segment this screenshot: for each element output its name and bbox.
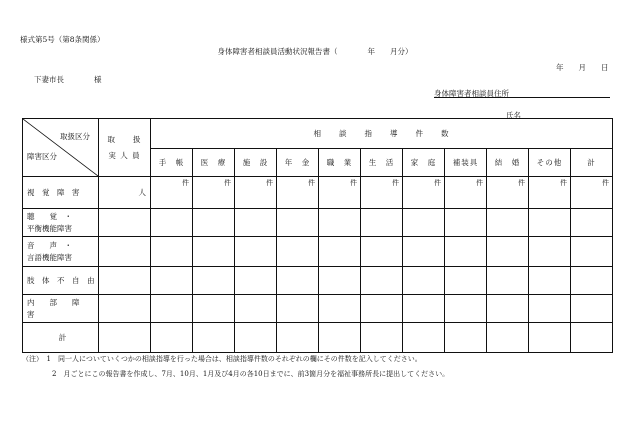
count-cell[interactable] (151, 267, 193, 295)
row-label: 肢 体 不 自 由 (23, 267, 99, 295)
handled-count-header: 取 扱 実 人 員 (99, 119, 151, 177)
column-header: 家 庭 (403, 149, 445, 177)
count-cell[interactable] (319, 295, 361, 323)
count-cell[interactable]: 件 (529, 177, 571, 209)
count-cell[interactable] (445, 295, 487, 323)
count-cell[interactable] (487, 267, 529, 295)
count-cell[interactable] (151, 209, 193, 237)
count-cell[interactable] (319, 267, 361, 295)
count-cell[interactable]: 件 (193, 177, 235, 209)
table-row (23, 323, 613, 353)
count-cell[interactable]: 件 (151, 177, 193, 209)
count-cell[interactable] (193, 323, 235, 353)
form-number: 様式第5号（第8条関係） (20, 35, 105, 44)
table-row (23, 177, 613, 209)
count-cell[interactable] (529, 295, 571, 323)
handled-count-cell[interactable] (99, 323, 151, 353)
handled-count-cell[interactable] (99, 237, 151, 267)
count-cell[interactable] (529, 237, 571, 267)
name-label: 氏名 (506, 111, 521, 120)
count-cell[interactable] (529, 323, 571, 353)
column-header: 結 婚 (487, 149, 529, 177)
count-cell[interactable]: 件 (445, 177, 487, 209)
count-cell[interactable] (277, 209, 319, 237)
count-cell[interactable] (403, 267, 445, 295)
count-cell[interactable] (277, 267, 319, 295)
count-cell[interactable] (445, 323, 487, 353)
count-cell[interactable] (277, 295, 319, 323)
handled-count-cell[interactable]: 人 (99, 177, 151, 209)
row-label: 計 (23, 323, 99, 353)
corner-header (23, 119, 99, 177)
table-row (23, 267, 613, 295)
row-label: 聴 覚 ・ 平衡機能障害 (23, 209, 99, 237)
count-cell[interactable] (403, 323, 445, 353)
count-cell[interactable] (193, 267, 235, 295)
count-cell[interactable] (445, 267, 487, 295)
count-cell[interactable] (361, 267, 403, 295)
report-date: 年 月 日 (556, 63, 609, 72)
row-label: 音 声 ・ 言語機能障害 (23, 237, 99, 267)
row-label: 視 覚 障 害 (23, 177, 99, 209)
count-cell[interactable] (235, 237, 277, 267)
column-header: 年 金 (277, 149, 319, 177)
count-cell[interactable] (235, 295, 277, 323)
count-cell[interactable] (403, 209, 445, 237)
count-cell[interactable]: 件 (319, 177, 361, 209)
count-cell[interactable] (151, 295, 193, 323)
corner-bottom-label: 障害区分 (27, 152, 57, 161)
count-cell[interactable] (529, 209, 571, 237)
count-cell[interactable] (571, 267, 613, 295)
form-title: 身体障害者相談員活動状況報告書（ 年 月分） (217, 47, 413, 56)
count-cell[interactable] (487, 237, 529, 267)
column-header: 計 (571, 149, 613, 177)
count-cell[interactable] (487, 323, 529, 353)
count-cell[interactable] (277, 323, 319, 353)
count-cell[interactable] (151, 237, 193, 267)
address-label: 身体障害者相談員住所 (434, 89, 509, 98)
count-cell[interactable] (319, 237, 361, 267)
corner-top-label: 取扱区分 (60, 132, 90, 141)
count-cell[interactable] (319, 209, 361, 237)
count-cell[interactable] (193, 295, 235, 323)
row-label: 内 部 障 害 (23, 295, 99, 323)
handled-count-cell[interactable] (99, 209, 151, 237)
count-cell[interactable] (445, 209, 487, 237)
count-cell[interactable] (235, 267, 277, 295)
column-header: 補装具 (445, 149, 487, 177)
count-cell[interactable] (235, 323, 277, 353)
column-header: 職 業 (319, 149, 361, 177)
note-2: 2 月ごとにこの報告書を作成し、7月、10月、1月及び4月の各10日までに、前3箇月分を福祉事務所長に提出してください。 (52, 370, 450, 378)
column-header: 生 活 (361, 149, 403, 177)
count-cell[interactable]: 件 (487, 177, 529, 209)
count-cell[interactable] (487, 295, 529, 323)
count-cell[interactable] (235, 209, 277, 237)
count-cell[interactable] (571, 323, 613, 353)
count-cell[interactable] (571, 295, 613, 323)
count-cell[interactable] (571, 237, 613, 267)
report-table (22, 118, 613, 353)
count-cell[interactable] (277, 237, 319, 267)
count-cell[interactable] (193, 209, 235, 237)
count-cell[interactable] (361, 209, 403, 237)
count-cell[interactable] (529, 267, 571, 295)
table-row (23, 237, 613, 267)
column-header: その他 (529, 149, 571, 177)
count-cell[interactable] (487, 209, 529, 237)
address-line (434, 97, 610, 98)
column-header: 医 療 (193, 149, 235, 177)
count-cell[interactable]: 件 (235, 177, 277, 209)
count-cell[interactable] (361, 323, 403, 353)
note-1: （注） 1 同一人についていくつかの相談指導を行った場合は、相談指導件数のそれぞれの欄にその件数を記入してください。 (22, 355, 422, 363)
table-row (23, 209, 613, 237)
count-cell[interactable] (193, 237, 235, 267)
count-cell[interactable]: 件 (361, 177, 403, 209)
count-cell[interactable] (151, 323, 193, 353)
count-cell[interactable] (361, 295, 403, 323)
table-row (23, 295, 613, 323)
consultation-count-header: 相 談 指 導 件 数 (151, 119, 613, 149)
handled-count-cell[interactable] (99, 267, 151, 295)
count-cell[interactable]: 件 (571, 177, 613, 209)
count-cell[interactable] (403, 237, 445, 267)
count-cell[interactable]: 件 (403, 177, 445, 209)
handled-count-cell[interactable] (99, 295, 151, 323)
count-cell[interactable] (319, 323, 361, 353)
column-header: 施 設 (235, 149, 277, 177)
count-cell[interactable]: 件 (277, 177, 319, 209)
addressee: 下妻市長 様 (34, 75, 102, 84)
count-cell[interactable] (571, 209, 613, 237)
count-cell[interactable] (445, 237, 487, 267)
column-header: 手 帳 (151, 149, 193, 177)
count-cell[interactable] (403, 295, 445, 323)
count-cell[interactable] (361, 237, 403, 267)
